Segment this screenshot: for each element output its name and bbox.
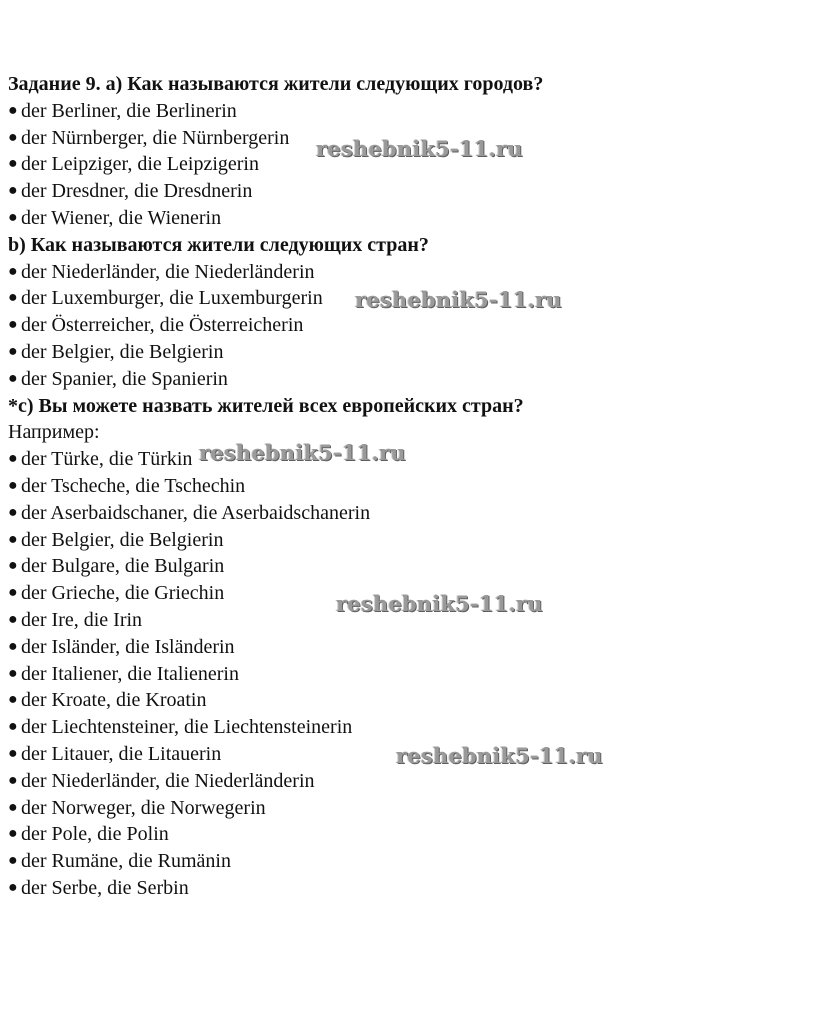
- bullet-icon: ●: [8, 208, 18, 226]
- section-c-intro: Например:: [8, 421, 100, 444]
- bullet-icon: ●: [8, 450, 18, 468]
- bullet-icon: ●: [8, 584, 18, 602]
- bullet-icon: ●: [8, 503, 18, 521]
- list-item-text: der Grieche, die Griechin: [21, 582, 225, 605]
- list-item-text: der Litauer, die Litauerin: [21, 742, 222, 765]
- list-item-text: der Norweger, die Norwegerin: [21, 796, 266, 819]
- bullet-icon: ●: [8, 476, 18, 494]
- list-item: [8, 500, 808, 527]
- list-item-text: der Berliner, die Berlinerin: [21, 99, 237, 122]
- section-b-heading: b) Как называются жители следующих стран?: [8, 233, 429, 256]
- list-item-text: der Niederländer, die Niederländerin: [21, 260, 315, 283]
- bullet-icon: ●: [8, 289, 18, 307]
- list-item: [8, 473, 808, 500]
- list-item-text: der Tscheche, die Tschechin: [21, 474, 246, 497]
- bullet-icon: ●: [8, 128, 18, 146]
- list-item: [8, 768, 808, 795]
- bullet-icon: ●: [8, 691, 18, 709]
- list-item-text: der Pole, die Polin: [21, 823, 169, 846]
- list-item: [8, 821, 808, 848]
- list-item: [8, 795, 808, 822]
- list-item-text: der Liechtensteiner, die Liechtensteinerin: [21, 716, 353, 739]
- bullet-icon: ●: [8, 798, 18, 816]
- list-item: [8, 366, 808, 393]
- bullet-icon: ●: [8, 101, 18, 119]
- bullet-icon: ●: [8, 342, 18, 360]
- bullet-icon: ●: [8, 852, 18, 870]
- bullet-icon: ●: [8, 718, 18, 736]
- list-item: [8, 714, 808, 741]
- list-item: [8, 259, 808, 286]
- bullet-icon: ●: [8, 744, 18, 762]
- list-item-text: der Österreicher, die Österreicherin: [21, 314, 304, 337]
- list-item-text: der Nürnberger, die Nürnbergerin: [21, 126, 290, 149]
- section-b-list: [8, 259, 808, 393]
- list-item-text: der Italiener, die Italienerin: [21, 662, 239, 685]
- list-item: [8, 848, 808, 875]
- list-item-text: der Spanier, die Spanierin: [21, 367, 228, 390]
- list-item-text: der Bulgare, die Bulgarin: [21, 555, 225, 578]
- bullet-icon: ●: [8, 262, 18, 280]
- list-item: [8, 687, 808, 714]
- list-item: [8, 205, 808, 232]
- watermark: reshebnik5-11.ru: [199, 440, 406, 465]
- list-item-text: der Kroate, die Kroatin: [21, 689, 207, 712]
- watermark: reshebnik5-11.ru: [355, 287, 562, 312]
- list-item-text: der Türke, die Türkin: [21, 448, 193, 471]
- section-c-list: [8, 446, 808, 902]
- list-item-text: der Aserbaidschaner, die Aserbaidschanerin: [21, 501, 371, 524]
- list-item-text: der Wiener, die Wienerin: [21, 206, 222, 229]
- list-item-text: der Dresdner, die Dresdnerin: [21, 180, 253, 203]
- bullet-icon: ●: [8, 878, 18, 896]
- task-heading: Задание 9. a) Как называются жители следующих городов?: [8, 73, 544, 95]
- list-item-text: der Niederländer, die Niederländerin: [21, 769, 315, 792]
- list-item-text: der Rumäne, die Rumänin: [21, 850, 231, 873]
- watermark: reshebnik5-11.ru: [396, 743, 603, 768]
- bullet-icon: ●: [8, 664, 18, 682]
- document-body: [8, 71, 808, 902]
- list-item-text: der Luxemburger, die Luxemburgerin: [21, 287, 323, 310]
- bullet-icon: ●: [8, 610, 18, 628]
- list-item-text: der Belgier, die Belgierin: [21, 528, 224, 551]
- list-item-text: der Serbe, die Serbin: [21, 876, 189, 899]
- bullet-icon: ●: [8, 637, 18, 655]
- list-item: [8, 98, 808, 125]
- list-item: [8, 446, 808, 473]
- list-item: [8, 339, 808, 366]
- bullet-icon: ●: [8, 530, 18, 548]
- bullet-icon: ●: [8, 369, 18, 387]
- bullet-icon: ●: [8, 182, 18, 200]
- bullet-icon: ●: [8, 771, 18, 789]
- list-item: [8, 661, 808, 688]
- list-item: [8, 312, 808, 339]
- list-item-text: der Isländer, die Isländerin: [21, 635, 235, 658]
- bullet-icon: ●: [8, 155, 18, 173]
- watermark: reshebnik5-11.ru: [336, 591, 543, 616]
- section-a-list: [8, 98, 808, 232]
- list-item: [8, 553, 808, 580]
- bullet-icon: ●: [8, 316, 18, 334]
- list-item: [8, 634, 808, 661]
- watermark: reshebnik5-11.ru: [316, 136, 523, 161]
- list-item: [8, 527, 808, 554]
- bullet-icon: ●: [8, 557, 18, 575]
- bullet-icon: ●: [8, 825, 18, 843]
- list-item: [8, 875, 808, 902]
- section-c-heading: *c) Вы можете назвать жителей всех европейских стран?: [8, 394, 524, 417]
- list-item-text: der Leipziger, die Leipzigerin: [21, 153, 259, 176]
- list-item-text: der Belgier, die Belgierin: [21, 340, 224, 363]
- list-item: [8, 178, 808, 205]
- list-item-text: der Ire, die Irin: [21, 608, 143, 631]
